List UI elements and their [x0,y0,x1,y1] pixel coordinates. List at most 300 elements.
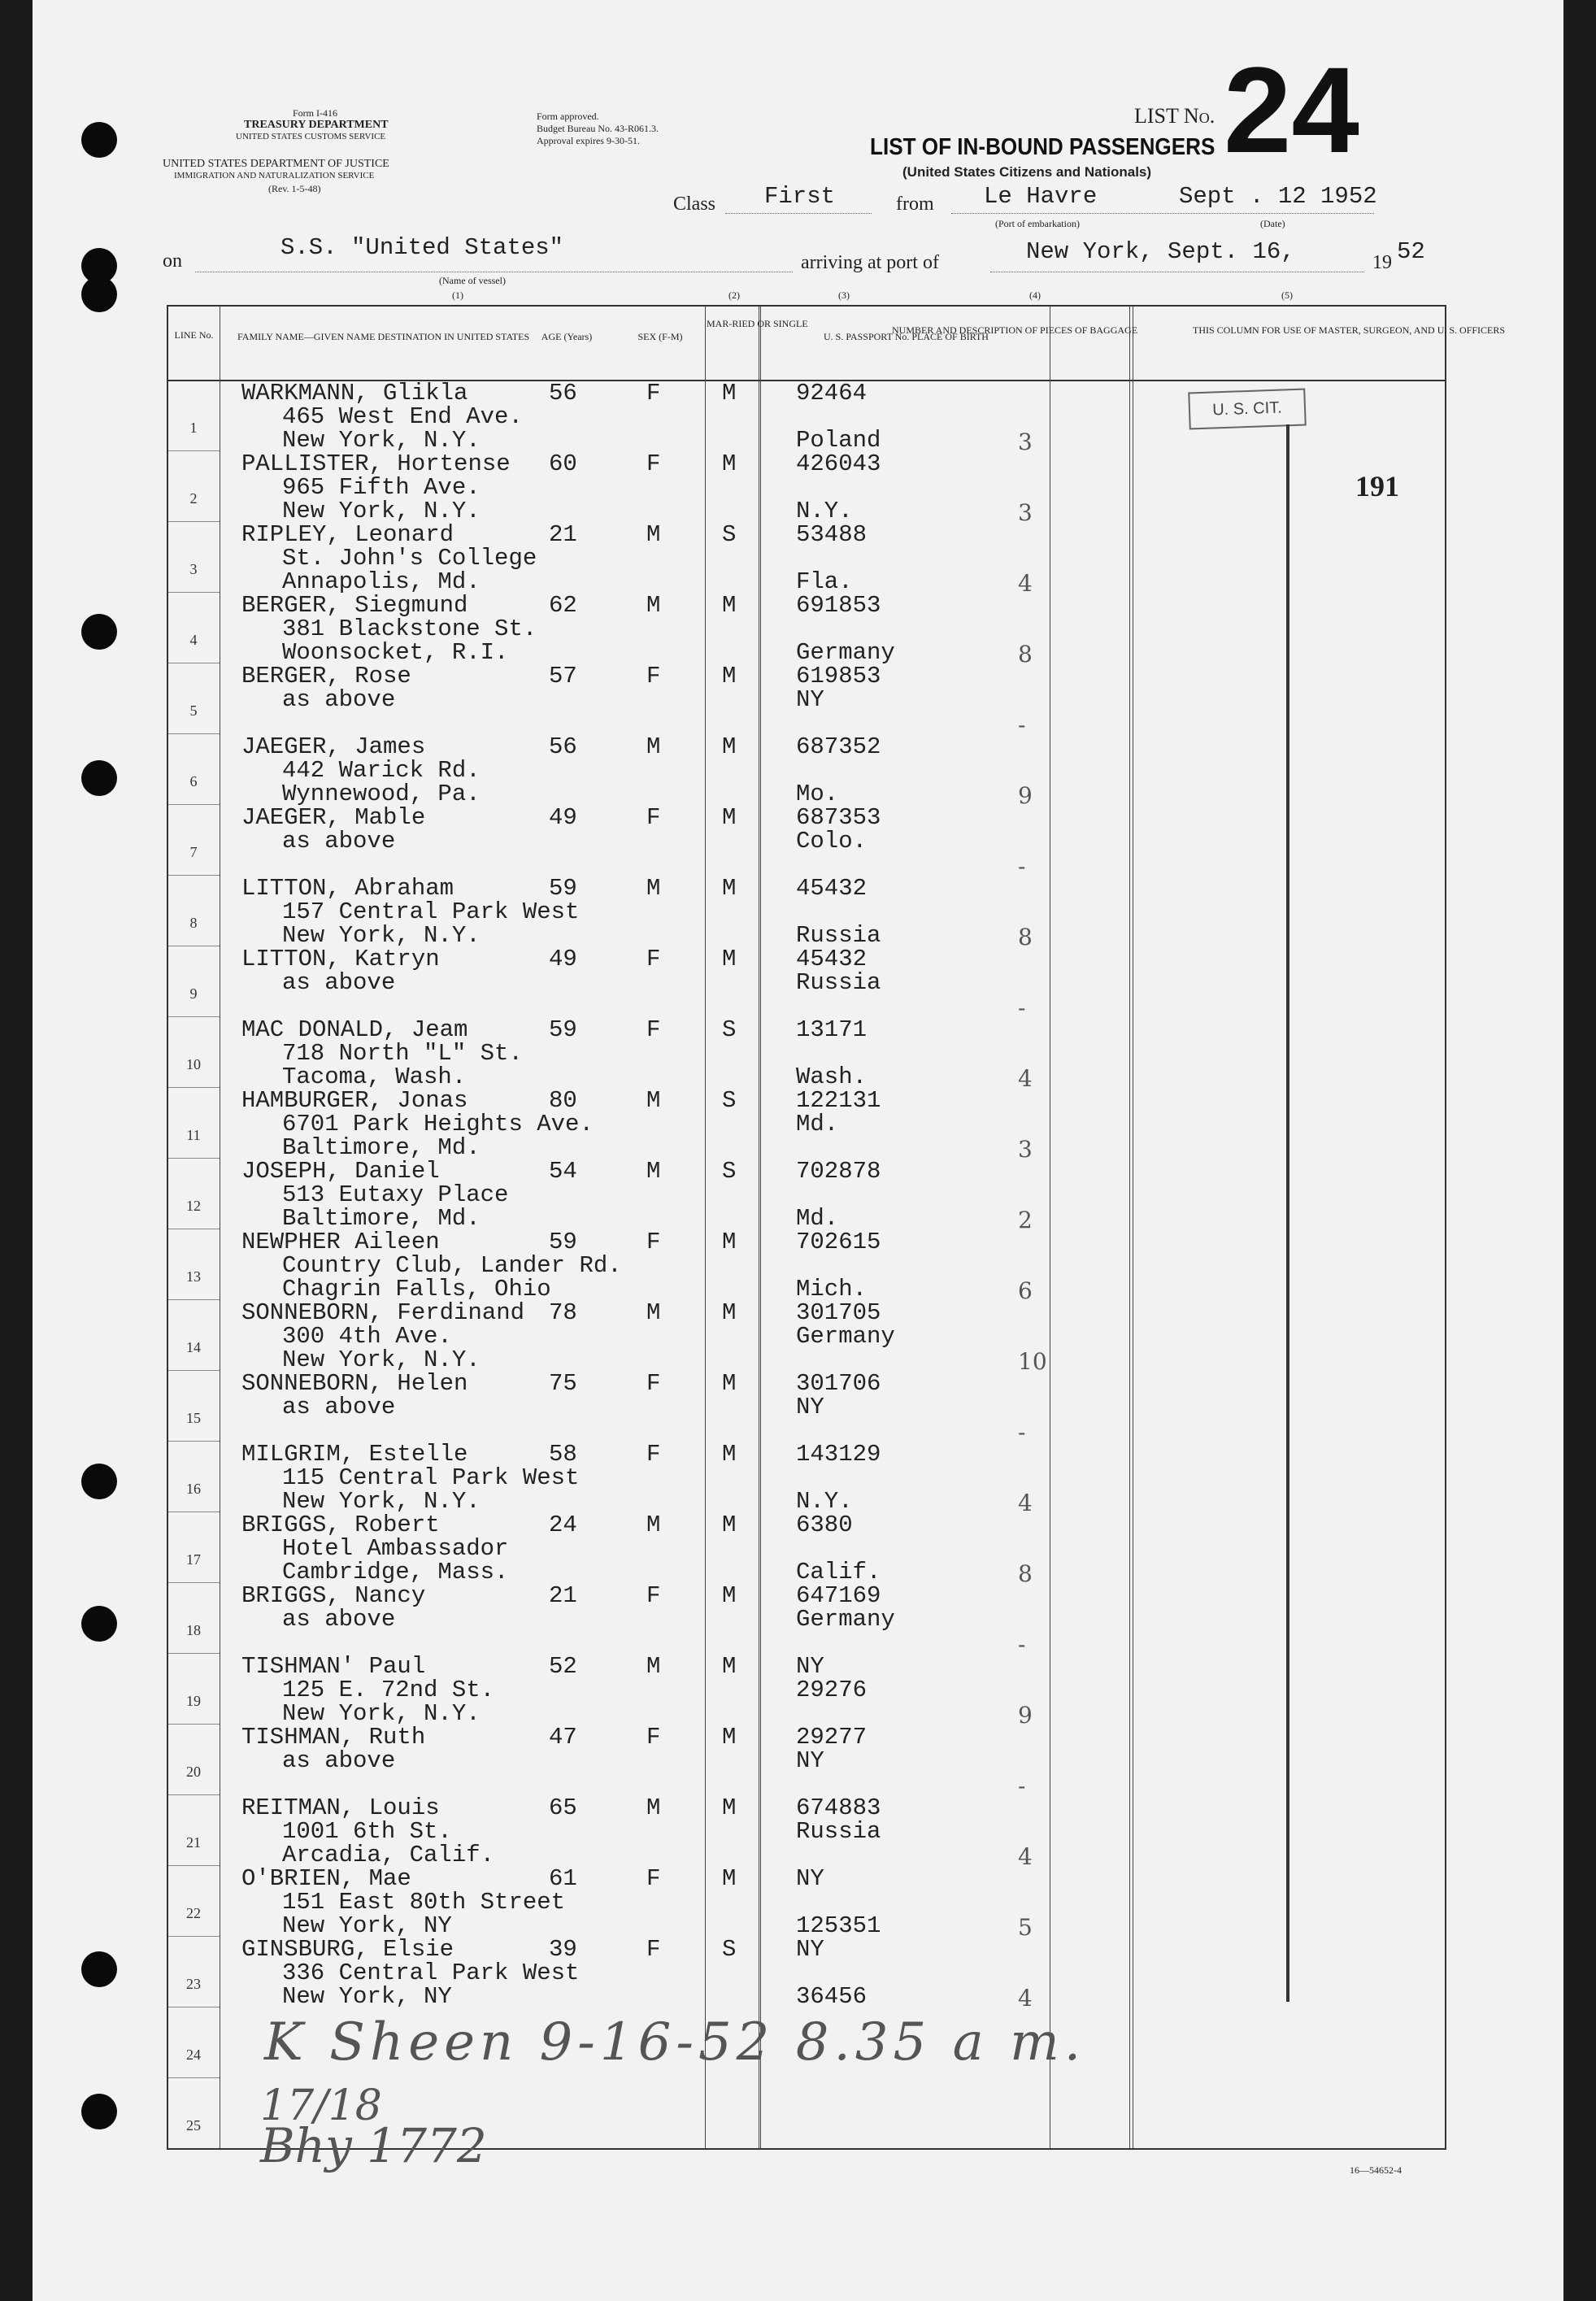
passenger-address: 965 Fifth Ave. [282,474,481,501]
line-number: 9 [189,985,198,1002]
passenger-city: Arcadia, Calif. [282,1842,495,1868]
col-header-sex: SEX (F-M) [637,331,683,342]
approved-2: Budget Bureau No. 43-R061.3. [537,123,659,134]
passenger-marital: M [722,1865,737,1892]
from-value: Le Havre [984,183,1098,210]
passenger-marital: M [722,733,737,760]
passenger-sex: F [646,1016,661,1043]
form-title: LIST OF IN-BOUND PASSENGERS [870,134,1215,160]
passenger-sex: M [646,592,661,619]
passenger-sex: M [646,1087,661,1114]
passenger-age: 21 [549,521,577,548]
passenger-marital: S [722,1158,737,1185]
passenger-address: 125 E. 72nd St. [282,1677,495,1703]
passport-number: 702615 [796,1229,881,1255]
passport-line2: Md. [796,1111,839,1137]
passport-number: 691853 [796,592,881,619]
binder-hole [81,1606,117,1642]
passport-number: NY [796,1865,824,1892]
passenger-sex: M [646,1158,661,1185]
passenger-entry [168,1653,1445,1729]
passenger-marital: M [722,946,737,972]
line-number: 24 [186,2047,201,2063]
line-number: 8 [189,915,198,931]
passenger-city: New York, N.Y. [282,1700,481,1727]
passenger-sex: M [646,1794,661,1821]
col-header-married: MAR-RIED OR SINGLE [707,318,808,329]
passenger-address: Country Club, Lander Rd. [282,1252,622,1279]
place-of-birth: Calif. [796,1559,881,1585]
passenger-entry [168,1087,1445,1163]
col-header-age: AGE (Years) [541,331,593,342]
passenger-entry [168,1158,1445,1233]
passenger-entry [168,1582,1445,1658]
passenger-name: TISHMAN' Paul [241,1653,426,1680]
passenger-entry [168,592,1445,668]
passenger-marital: M [722,592,737,619]
col-header-line: LINE No. [174,329,214,341]
passport-line2: Germany [796,1323,895,1350]
line-number: 22 [186,1905,201,1921]
passenger-name: SONNEBORN, Ferdinand [241,1299,525,1326]
passenger-city: New York, N.Y. [282,498,481,524]
passenger-entry [168,733,1445,809]
passenger-age: 60 [549,450,577,477]
passenger-name: HAMBURGER, Jonas [241,1087,468,1114]
baggage-count: 9 [1018,1702,1033,1729]
baggage-count: 8 [1018,1560,1033,1587]
passenger-name: BRIGGS, Robert [241,1512,440,1538]
line-number: 16 [186,1481,201,1497]
form-subtitle: (United States Citizens and Nationals) [902,164,1152,180]
passenger-age: 49 [549,946,577,972]
inspector-signature: K Sheen 9-16-52 8.35 a m. [264,2012,1086,2073]
passenger-sex: M [646,733,661,760]
baggage-count: 4 [1018,1843,1033,1870]
baggage-count: 4 [1018,1490,1033,1516]
passenger-name: NEWPHER Aileen [241,1229,440,1255]
passenger-sex: F [646,1865,661,1892]
passenger-entry [168,1016,1445,1092]
passenger-name: JAEGER, Mable [241,804,426,831]
passenger-address: as above [282,1606,396,1633]
place-of-birth: Germany [796,639,895,666]
passenger-address: St. John's College [282,545,537,572]
binder-hole [81,276,117,312]
passenger-entry [168,804,1445,880]
col-num-2: (2) [728,289,740,301]
line-number: 25 [186,2117,201,2134]
passenger-sex: F [646,1229,661,1255]
passenger-entry [168,663,1445,738]
baggage-count: 4 [1018,1985,1033,2012]
passenger-name: PALLISTER, Hortense [241,450,511,477]
place-of-birth: Md. [796,1205,839,1232]
list-number: 24 [1224,41,1359,178]
arrival-value: New York, Sept. 16, [1026,238,1295,265]
col-header-baggage: NUMBER AND DESCRIPTION OF PIECES OF BAGGAGE [892,324,1138,336]
passenger-address: 151 East 80th Street [282,1889,566,1916]
passenger-age: 75 [549,1370,577,1397]
passenger-entry [168,521,1445,597]
passenger-entry [168,1229,1445,1304]
passenger-city: New York, NY [282,1912,452,1939]
passenger-age: 47 [549,1724,577,1751]
passenger-city: Chagrin Falls, Ohio [282,1276,551,1303]
passenger-name: O'BRIEN, Mae [241,1865,411,1892]
passenger-address: as above [282,1394,396,1420]
passport-line2: Russia [796,969,881,996]
passenger-address: 1001 6th St. [282,1818,452,1845]
passenger-age: 56 [549,733,577,760]
line-number: 18 [186,1622,201,1638]
passport-number: 122131 [796,1087,881,1114]
baggage-count: 10 [1018,1348,1047,1375]
col-num-3: (3) [838,289,850,301]
binder-hole [81,2094,117,2129]
passenger-age: 21 [549,1582,577,1609]
passenger-sex: M [646,521,661,548]
passenger-entry [168,875,1445,950]
passenger-name: GINSBURG, Elsie [241,1936,454,1963]
handwritten-initials-2: Bhy 1772 [260,2118,487,2173]
passport-number: 426043 [796,450,881,477]
passenger-sex: F [646,804,661,831]
passenger-sex: M [646,1299,661,1326]
passenger-marital: M [722,663,737,689]
passenger-sex: M [646,1512,661,1538]
binder-hole [81,760,117,796]
passport-number: 45432 [796,946,868,972]
passenger-sex: M [646,1653,661,1680]
vessel-name: S.S. "United States" [280,234,564,261]
line-number: 12 [186,1198,201,1214]
passport-number: 92464 [796,380,868,407]
us-cit-stamp: U. S. CIT. [1188,389,1307,430]
passenger-city: Cambridge, Mass. [282,1559,509,1585]
passport-number: NY [796,1936,824,1963]
place-of-birth: Mo. [796,781,839,807]
passenger-address: as above [282,828,396,855]
passenger-age: 62 [549,592,577,619]
passenger-name: TISHMAN, Ruth [241,1724,426,1751]
passenger-name: MILGRIM, Estelle [241,1441,468,1468]
passenger-age: 80 [549,1087,577,1114]
passenger-address: 336 Central Park West [282,1960,580,1986]
binder-hole [81,1951,117,1987]
passenger-age: 56 [549,380,577,407]
passenger-city: New York, N.Y. [282,1488,481,1515]
passenger-sex: F [646,1724,661,1751]
passenger-city: New York, NY [282,1983,452,2010]
passenger-name: BERGER, Siegmund [241,592,468,619]
passenger-entry [168,1936,1445,2012]
passenger-name: LITTON, Katryn [241,946,440,972]
passport-number: 702878 [796,1158,881,1185]
passenger-age: 61 [549,1865,577,1892]
col-num-5: (5) [1281,289,1293,301]
passenger-city: Woonsocket, R.I. [282,639,509,666]
passenger-address: 718 North "L" St. [282,1040,523,1067]
passenger-name: MAC DONALD, Jeam [241,1016,468,1043]
passenger-age: 52 [549,1653,577,1680]
ins: IMMIGRATION AND NATURALIZATION SERVICE [174,171,375,181]
line-number: 11 [186,1127,201,1143]
passenger-age: 78 [549,1299,577,1326]
dept: TREASURY DEPARTMENT [244,119,389,131]
line-number: 10 [186,1056,201,1072]
passenger-address: as above [282,686,396,713]
baggage-count: 2 [1018,1207,1033,1233]
passenger-marital: M [722,1512,737,1538]
passenger-entry [168,1299,1445,1375]
passenger-entry [168,946,1445,1021]
passenger-entry [168,1724,1445,1799]
passenger-age: 24 [549,1512,577,1538]
passenger-name: BRIGGS, Nancy [241,1582,426,1609]
from-underline [951,213,1374,214]
baggage-count: 4 [1018,570,1033,597]
passenger-sex: F [646,450,661,477]
handwritten-initials: 17/18 [260,2081,382,2130]
passenger-marital: S [722,521,737,548]
passport-number: 687353 [796,804,881,831]
passport-number: 29277 [796,1724,868,1751]
line-number: 2 [189,490,198,507]
form-id: Form I-416 [293,107,337,119]
baggage-count: - [1018,711,1026,738]
place-of-birth: Russia [796,922,881,949]
passenger-age: 59 [549,875,577,902]
passenger-address: as above [282,969,396,996]
col-header-officers: THIS COLUMN FOR USE OF MASTER, SURGEON, AND U. S. OFFICERS [1193,324,1506,336]
passenger-name: JOSEPH, Daniel [241,1158,440,1185]
passenger-name: RIPLEY, Leonard [241,521,454,548]
on-label: on [163,250,182,272]
passenger-name: JAEGER, James [241,733,426,760]
passport-number: 13171 [796,1016,868,1043]
binder-hole [81,1464,117,1499]
passenger-city: Baltimore, Md. [282,1205,481,1232]
baggage-count: 8 [1018,924,1033,950]
passenger-marital: M [722,804,737,831]
passport-number: 674883 [796,1794,881,1821]
line-number: 3 [189,561,198,577]
line-number: 21 [186,1834,201,1851]
passenger-address: 300 4th Ave. [282,1323,452,1350]
passenger-sex: F [646,380,661,407]
passenger-entry [168,1794,1445,1870]
passenger-marital: M [722,1724,737,1751]
baggage-count: - [1018,1631,1026,1658]
passport-line2: 29276 [796,1677,868,1703]
passenger-sex: F [646,1441,661,1468]
passport-number: 301706 [796,1370,881,1397]
passenger-marital: M [722,875,737,902]
passenger-name: SONNEBORN, Helen [241,1370,468,1397]
passenger-table [167,305,1506,2150]
passenger-marital: M [722,450,737,477]
passenger-address: as above [282,1747,396,1774]
place-of-birth: N.Y. [796,498,853,524]
passenger-age: 59 [549,1016,577,1043]
passenger-city: Baltimore, Md. [282,1134,481,1161]
col-header-passport: U. S. PASSPORT No. PLACE OF BIRTH [824,331,989,342]
passenger-address: Hotel Ambassador [282,1535,509,1562]
passenger-sex: F [646,1370,661,1397]
from-label: from [896,194,934,215]
passenger-sex: F [646,663,661,689]
rev: (Rev. 1-5-48) [268,183,321,194]
passport-line2: Germany [796,1606,895,1633]
passport-line2: NY [796,1747,824,1774]
line-number: 6 [189,773,198,789]
passport-number: 143129 [796,1441,881,1468]
passport-number: 53488 [796,521,868,548]
place-of-birth: Fla. [796,568,853,595]
year-printed: 19 [1372,252,1392,273]
date-caption: (Date) [1260,218,1285,229]
passenger-age: 58 [549,1441,577,1468]
approved-3: Approval expires 9-30-51. [537,135,640,146]
passenger-city: New York, N.Y. [282,922,481,949]
justice: UNITED STATES DEPARTMENT OF JUSTICE [163,158,389,170]
line-number: 23 [186,1976,201,1992]
passenger-marital: M [722,1582,737,1609]
year-value: 52 [1397,238,1425,265]
passenger-address: 115 Central Park West [282,1464,580,1491]
baggage-count: - [1018,994,1026,1021]
passport-number: 45432 [796,875,868,902]
passenger-city: New York, N.Y. [282,427,481,454]
baggage-count: - [1018,1773,1026,1799]
annotation-191: 191 [1355,470,1399,502]
baggage-count: 9 [1018,782,1033,809]
passenger-marital: M [722,1653,737,1680]
passenger-sex: F [646,1936,661,1963]
passenger-address: 465 West End Ave. [282,403,523,430]
line-number: 13 [186,1268,201,1285]
passenger-marital: M [722,1370,737,1397]
passenger-name: BERGER, Rose [241,663,411,689]
line-number: 7 [189,844,198,860]
passenger-city: New York, N.Y. [282,1346,481,1373]
passenger-address: 157 Central Park West [282,898,580,925]
line-number: 17 [186,1551,201,1568]
col-num-4: (4) [1029,289,1041,301]
passenger-sex: F [646,946,661,972]
passport-number: 619853 [796,663,881,689]
passport-line2: Russia [796,1818,881,1845]
line-number: 1 [189,420,198,436]
binder-hole [81,122,117,158]
passenger-address: 513 Eutaxy Place [282,1181,509,1208]
place-of-birth: 36456 [796,1983,868,2010]
vessel-caption: (Name of vessel) [439,275,506,286]
passenger-name: REITMAN, Louis [241,1794,440,1821]
passenger-entry [168,1370,1445,1446]
place-of-birth: Wash. [796,1064,868,1090]
passport-number: 301705 [796,1299,881,1326]
passenger-marital: S [722,1936,737,1963]
line-number: 20 [186,1764,201,1780]
passenger-age: 65 [549,1794,577,1821]
passenger-address: 381 Blackstone St. [282,615,537,642]
passenger-name: LITTON, Abraham [241,875,454,902]
class-value: First [764,183,836,210]
col-header-name: FAMILY NAME—GIVEN NAME DESTINATION IN UNITED STATES [237,331,530,342]
approved-1: Form approved. [537,111,599,122]
passport-number: NY [796,1653,824,1680]
place-of-birth: Mich. [796,1276,868,1303]
baggage-count: - [1018,1419,1026,1446]
passenger-marital: S [722,1087,737,1114]
line-number: 19 [186,1693,201,1709]
passenger-address: 6701 Park Heights Ave. [282,1111,594,1137]
date-value: Sept . 12 1952 [1179,183,1377,210]
place-of-birth: N.Y. [796,1488,853,1515]
line-number: 14 [186,1339,201,1355]
port-embark-caption: (Port of embarkation) [995,218,1080,229]
baggage-count: - [1018,853,1026,880]
passenger-city: Tacoma, Wash. [282,1064,467,1090]
passenger-marital: M [722,1794,737,1821]
line-number: 5 [189,702,198,719]
passenger-age: 54 [549,1158,577,1185]
binder-hole [81,614,117,650]
passenger-marital: M [722,1441,737,1468]
passport-line2: NY [796,1394,824,1420]
passenger-marital: M [722,1229,737,1255]
passenger-name: WARKMANN, Glikla [241,380,468,407]
passenger-age: 59 [549,1229,577,1255]
passenger-city: Annapolis, Md. [282,568,481,595]
passenger-entry [168,1865,1445,1941]
passport-line2: Colo. [796,828,868,855]
footer-code: 16—54652-4 [1350,2164,1402,2176]
arriving-label: arriving at port of [801,252,939,273]
passport-number: 687352 [796,733,881,760]
passenger-age: 57 [549,663,577,689]
row-line [168,2077,220,2078]
baggage-count: 3 [1018,1136,1033,1163]
baggage-count: 8 [1018,641,1033,668]
passenger-entry [168,450,1445,526]
place-of-birth: Poland [796,427,881,454]
baggage-count: 3 [1018,499,1033,526]
passenger-city: Wynnewood, Pa. [282,781,481,807]
passenger-sex: F [646,1582,661,1609]
passport-line2: NY [796,686,824,713]
baggage-count: 3 [1018,428,1033,455]
passenger-address: 442 Warick Rd. [282,757,481,784]
list-no-label: LIST No. [1134,104,1215,128]
passport-number: 6380 [796,1512,853,1538]
passenger-sex: M [646,875,661,902]
baggage-count: 5 [1018,1914,1033,1941]
line-number: 4 [189,632,198,648]
passenger-entry [168,1441,1445,1516]
place-of-birth: 125351 [796,1912,881,1939]
line-number: 15 [186,1410,201,1426]
passenger-marital: S [722,1016,737,1043]
col-num-1: (1) [452,289,463,301]
customs: UNITED STATES CUSTOMS SERVICE [236,132,386,141]
class-underline [725,213,872,214]
bracket-line [1286,424,1289,2002]
baggage-count: 6 [1018,1277,1033,1304]
passenger-marital: M [722,1299,737,1326]
